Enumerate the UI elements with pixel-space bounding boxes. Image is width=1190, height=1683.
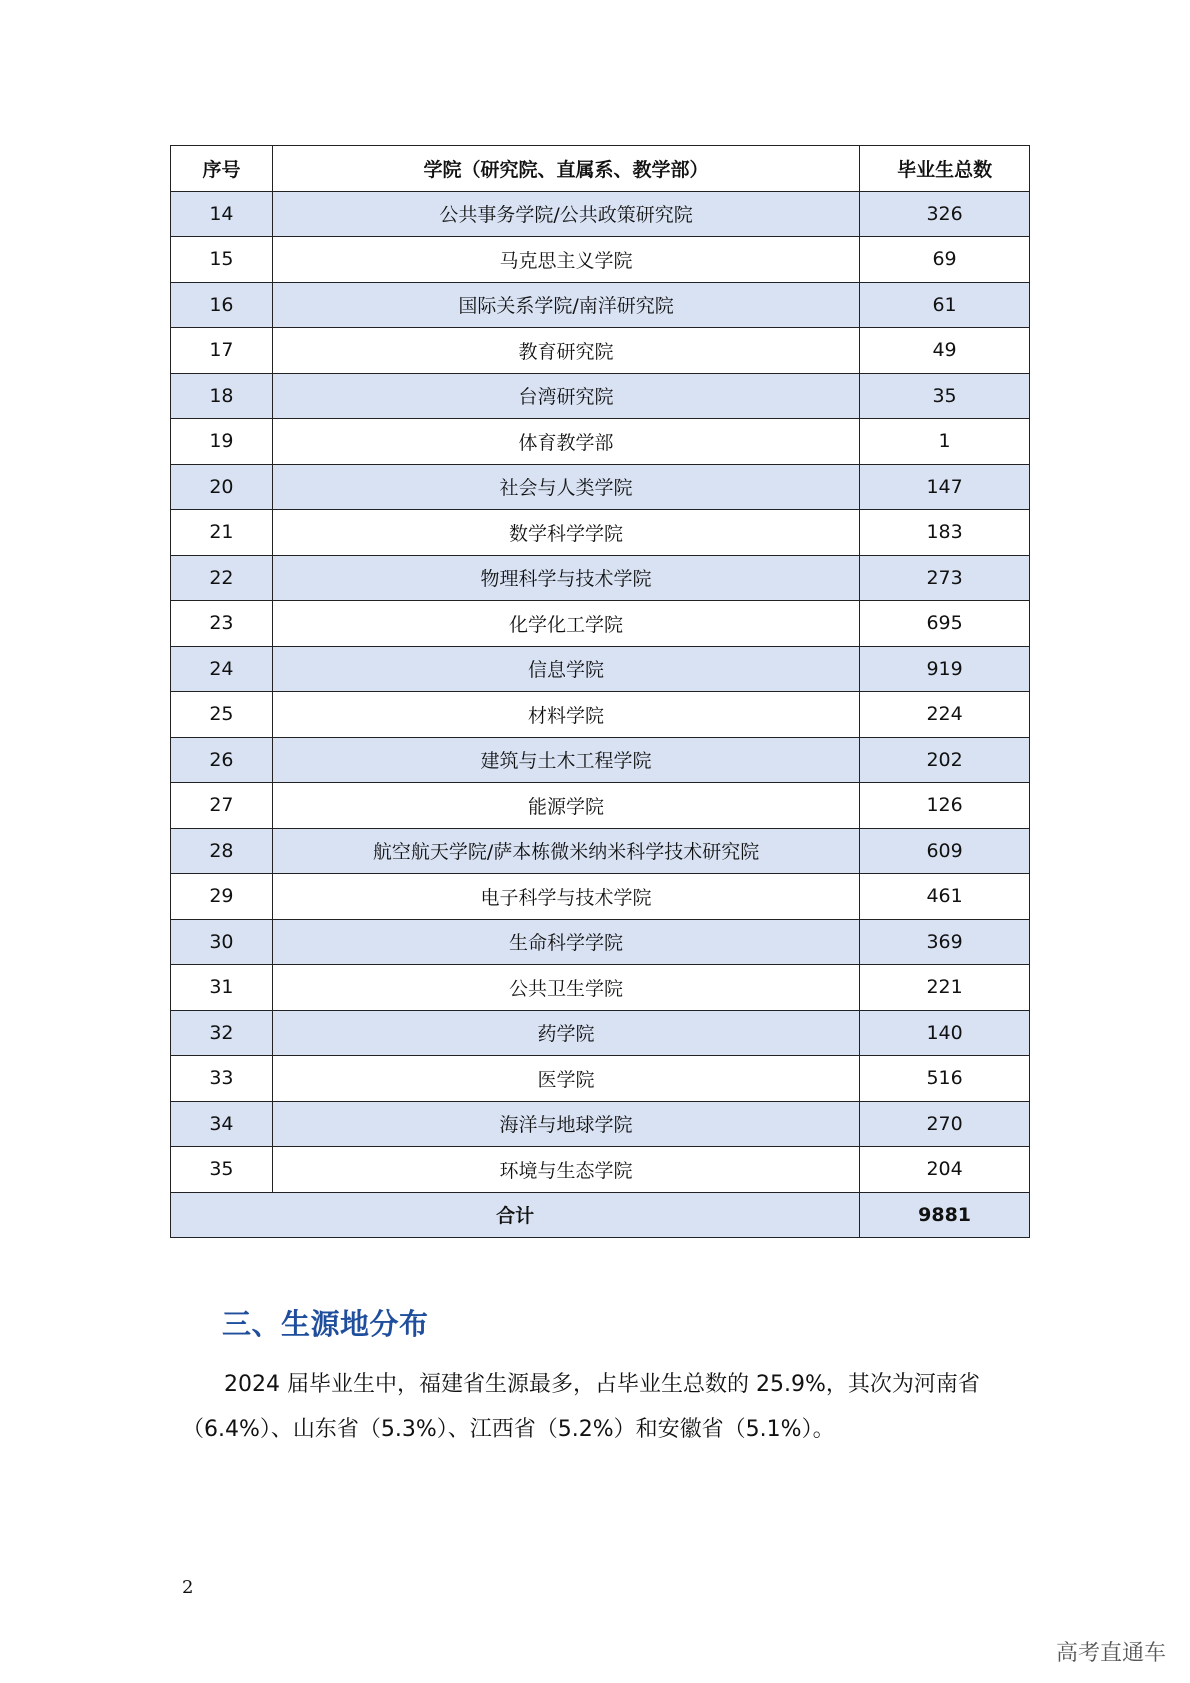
table-row <box>171 737 1030 783</box>
cell-graduate-count: 1 <box>860 419 1030 465</box>
cell-index: 30 <box>171 919 273 965</box>
cell-index: 19 <box>171 419 273 465</box>
cell-index: 35 <box>171 1147 273 1193</box>
cell-index: 15 <box>171 237 273 283</box>
table-row <box>171 692 1030 738</box>
table-row <box>171 373 1030 419</box>
table-row <box>171 510 1030 556</box>
cell-graduate-count: 326 <box>860 191 1030 237</box>
cell-college: 马克思主义学院 <box>272 237 859 283</box>
header-index: 序号 <box>171 146 273 192</box>
cell-graduate-count: 49 <box>860 328 1030 374</box>
total-value: 9881 <box>860 1192 1030 1238</box>
cell-index: 18 <box>171 373 273 419</box>
cell-index: 20 <box>171 464 273 510</box>
cell-index: 14 <box>171 191 273 237</box>
cell-graduate-count: 695 <box>860 601 1030 647</box>
cell-college: 数学科学学院 <box>272 510 859 556</box>
table-row <box>171 601 1030 647</box>
table-row <box>171 1010 1030 1056</box>
cell-college: 国际关系学院/南洋研究院 <box>272 282 859 328</box>
cell-graduate-count: 224 <box>860 692 1030 738</box>
cell-college: 航空航天学院/萨本栋微米纳米科学技术研究院 <box>272 828 859 874</box>
table-row <box>171 1056 1030 1102</box>
cell-index: 32 <box>171 1010 273 1056</box>
cell-graduate-count: 69 <box>860 237 1030 283</box>
cell-index: 31 <box>171 965 273 1011</box>
cell-college: 体育教学部 <box>272 419 859 465</box>
cell-graduate-count: 273 <box>860 555 1030 601</box>
cell-index: 34 <box>171 1101 273 1147</box>
table-row <box>171 282 1030 328</box>
cell-college: 公共卫生学院 <box>272 965 859 1011</box>
cell-college: 教育研究院 <box>272 328 859 374</box>
cell-graduate-count: 204 <box>860 1147 1030 1193</box>
cell-graduate-count: 147 <box>860 464 1030 510</box>
cell-college: 电子科学与技术学院 <box>272 874 859 920</box>
table-header-row <box>171 146 1030 192</box>
cell-index: 23 <box>171 601 273 647</box>
cell-college: 药学院 <box>272 1010 859 1056</box>
table-body <box>171 191 1030 1192</box>
table-row <box>171 783 1030 829</box>
cell-index: 24 <box>171 646 273 692</box>
cell-college: 公共事务学院/公共政策研究院 <box>272 191 859 237</box>
table-row <box>171 965 1030 1011</box>
total-label: 合计 <box>171 1192 860 1238</box>
cell-college: 信息学院 <box>272 646 859 692</box>
page-number: 2 <box>182 1577 194 1598</box>
table-row <box>171 328 1030 374</box>
cell-index: 26 <box>171 737 273 783</box>
cell-graduate-count: 140 <box>860 1010 1030 1056</box>
cell-college: 建筑与土木工程学院 <box>272 737 859 783</box>
header-college: 学院（研究院、直属系、教学部） <box>272 146 859 192</box>
table-header <box>171 146 1030 192</box>
cell-index: 29 <box>171 874 273 920</box>
cell-graduate-count: 202 <box>860 737 1030 783</box>
cell-index: 22 <box>171 555 273 601</box>
table-row <box>171 555 1030 601</box>
cell-graduate-count: 270 <box>860 1101 1030 1147</box>
table-row <box>171 191 1030 237</box>
cell-college: 环境与生态学院 <box>272 1147 859 1193</box>
table-row <box>171 919 1030 965</box>
cell-index: 33 <box>171 1056 273 1102</box>
table-row <box>171 1101 1030 1147</box>
watermark-logo-text: 高考直通车 <box>1050 1634 1172 1669</box>
header-graduate-count: 毕业生总数 <box>860 146 1030 192</box>
cell-college: 能源学院 <box>272 783 859 829</box>
cell-graduate-count: 369 <box>860 919 1030 965</box>
cell-college: 物理科学与技术学院 <box>272 555 859 601</box>
cell-college: 生命科学学院 <box>272 919 859 965</box>
total-row <box>171 1192 1030 1238</box>
table-row <box>171 237 1030 283</box>
cell-graduate-count: 609 <box>860 828 1030 874</box>
cell-college: 社会与人类学院 <box>272 464 859 510</box>
cell-graduate-count: 35 <box>860 373 1030 419</box>
cell-graduate-count: 61 <box>860 282 1030 328</box>
cell-graduate-count: 126 <box>860 783 1030 829</box>
cell-index: 27 <box>171 783 273 829</box>
cell-college: 海洋与地球学院 <box>272 1101 859 1147</box>
table-row <box>171 646 1030 692</box>
cell-graduate-count: 183 <box>860 510 1030 556</box>
cell-index: 21 <box>171 510 273 556</box>
cell-graduate-count: 221 <box>860 965 1030 1011</box>
table-footer <box>171 1192 1030 1238</box>
table-row <box>171 828 1030 874</box>
table-row <box>171 419 1030 465</box>
cell-graduate-count: 516 <box>860 1056 1030 1102</box>
cell-college: 材料学院 <box>272 692 859 738</box>
cell-index: 28 <box>171 828 273 874</box>
cell-college: 台湾研究院 <box>272 373 859 419</box>
graduates-table <box>170 145 1030 1238</box>
cell-college: 化学化工学院 <box>272 601 859 647</box>
cell-index: 16 <box>171 282 273 328</box>
table-row <box>171 464 1030 510</box>
cell-index: 25 <box>171 692 273 738</box>
cell-index: 17 <box>171 328 273 374</box>
cell-graduate-count: 919 <box>860 646 1030 692</box>
cell-college: 医学院 <box>272 1056 859 1102</box>
section-paragraph: 2024 届毕业生中，福建省生源最多，占毕业生总数的 25.9%，其次为河南省（6.4%）、山东省（5.3%）、江西省（5.2%）和安徽省（5.1%）。 <box>182 1372 980 1442</box>
table-row <box>171 874 1030 920</box>
cell-graduate-count: 461 <box>860 874 1030 920</box>
table-row <box>171 1147 1030 1193</box>
section-heading: 三、生源地分布 <box>222 1307 429 1341</box>
